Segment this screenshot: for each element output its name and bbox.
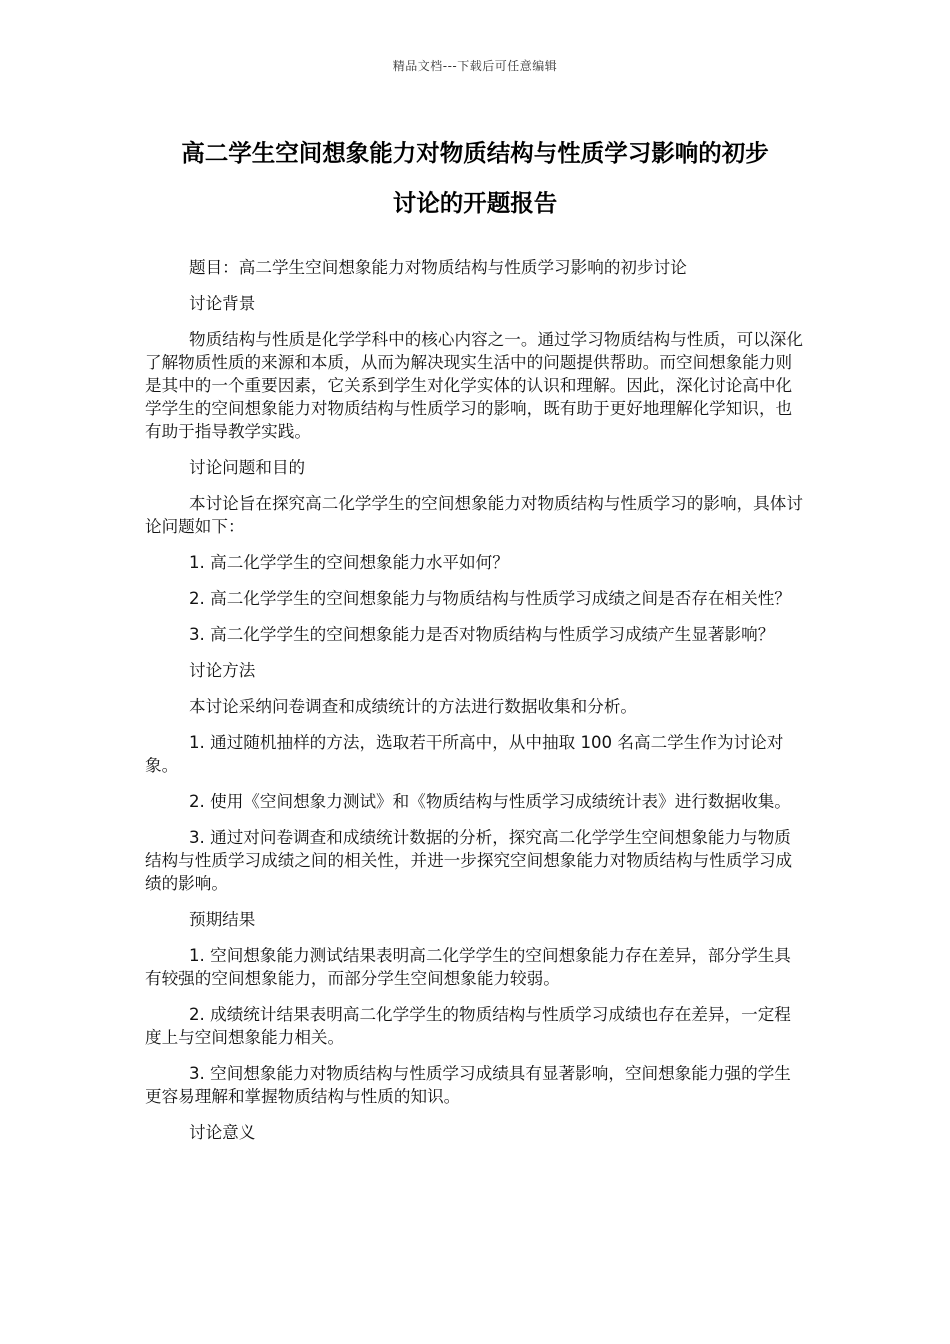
section-heading-significance: 讨论意义 bbox=[189, 1123, 256, 1142]
section-heading-expected: 预期结果 bbox=[189, 910, 256, 929]
paragraph-questions-intro: 本讨论旨在探究高二化学学生的空间想象能力对物质结构与性质学习的影响，具体讨论问题如下： bbox=[145, 494, 803, 536]
method-item-2: 2. 使用《空间想象力测试》和《物质结构与性质学习成绩统计表》进行数据收集。 bbox=[189, 792, 791, 811]
question-item-1: 1. 高二化学学生的空间想象能力水平如何？ bbox=[189, 553, 509, 572]
title-line-1: 高二学生空间想象能力对物质结构与性质学习影响的初步 bbox=[181, 139, 769, 167]
paragraph-background: 物质结构与性质是化学学科中的核心内容之一。通过学习物质结构与性质，可以深化了解物质性质的来源和本质，从而为解决现实生活中的问题提供帮助。而空间想象能力则是其中的一个重要因素，它关系到学生对化学实体的认识和理解。因此，深化讨论高中化学学生的空间想象能力对物质结构与性质学习的影响，既有助于更好地理解化学知识，也有助于指导教学实践。 bbox=[145, 330, 803, 441]
question-item-3: 3. 高二化学学生的空间想象能力是否对物质结构与性质学习成绩产生显著影响？ bbox=[189, 625, 775, 644]
page-header: 精品文档---下载后可任意编辑 bbox=[392, 59, 558, 73]
paragraph-method-intro: 本讨论采纳问卷调查和成绩统计的方法进行数据收集和分析。 bbox=[189, 697, 638, 716]
method-item-3: 3. 通过对问卷调查和成绩统计数据的分析，探究高二化学学生空间想象能力与物质结构与性质学习成绩之间的相关性，并进一步探究空间想象能力对物质结构与性质学习成绩的影响。 bbox=[145, 828, 793, 893]
section-heading-questions: 讨论问题和目的 bbox=[189, 458, 306, 477]
expected-item-3: 3. 空间想象能力对物质结构与性质学习成绩具有显著影响，空间想象能力强的学生更容易理解和掌握物质结构与性质的知识。 bbox=[145, 1064, 791, 1106]
expected-item-1: 1. 空间想象能力测试结果表明高二化学学生的空间想象能力存在差异，部分学生具有较强的空间想象能力，而部分学生空间想象能力较弱。 bbox=[145, 946, 791, 988]
document-title bbox=[140, 128, 810, 228]
title-line-2: 讨论的开题报告 bbox=[392, 189, 558, 217]
expected-item-2: 2. 成绩统计结果表明高二化学学生的物质结构与性质学习成绩也存在差异，一定程度上与空间想象能力相关。 bbox=[145, 1005, 791, 1047]
section-heading-background: 讨论背景 bbox=[189, 294, 256, 313]
subject-line: 题目：高二学生空间想象能力对物质结构与性质学习影响的初步讨论 bbox=[189, 258, 687, 277]
question-item-2: 2. 高二化学学生的空间想象能力与物质结构与性质学习成绩之间是否存在相关性？ bbox=[189, 589, 791, 608]
document-body bbox=[145, 256, 805, 1157]
section-heading-method: 讨论方法 bbox=[189, 661, 256, 680]
method-item-1: 1. 通过随机抽样的方法，选取若干所高中，从中抽取 100 名高二学生作为讨论对象。 bbox=[145, 733, 784, 775]
